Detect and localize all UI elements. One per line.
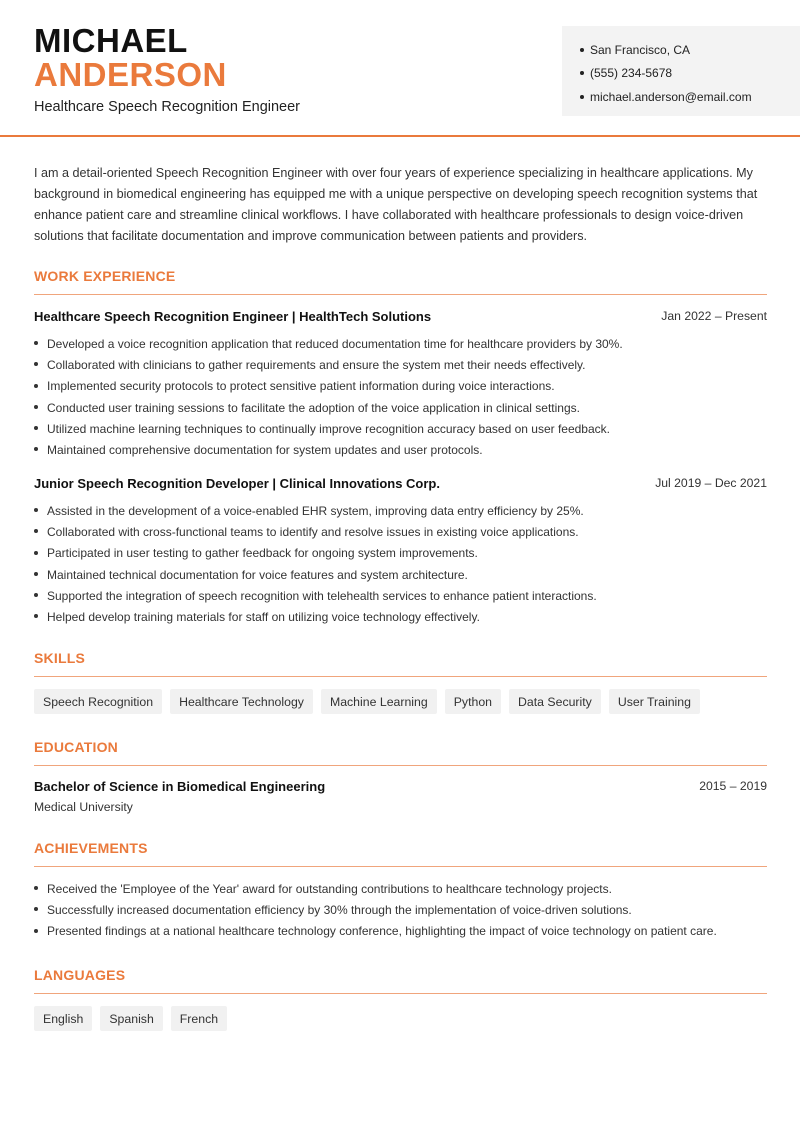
list-item: Presented findings at a national healthcare technology conference, highlighting the impact of voice technology on patient care. [47,921,767,942]
section-divider [34,993,767,994]
section-divider [34,676,767,677]
last-name: ANDERSON [34,56,227,93]
list-item: Developed a voice recognition application that reduced documentation time for healthcare providers by 30%. [47,333,767,354]
skill-tag: Machine Learning [321,689,437,714]
list-item: Conducted user training sessions to facilitate the adoption of the voice application in clinical settings. [47,397,767,418]
job-dates: Jan 2022 – Present [661,309,767,323]
section-title-achievements: ACHIEVEMENTS [34,840,148,856]
phone-text: (555) 234-5678 [590,66,673,81]
contact-email [580,85,800,109]
list-item: Maintained comprehensive documentation for system updates and user protocols. [47,439,767,460]
language-tag: Spanish [100,1006,162,1031]
list-item: Helped develop training materials for staff on utilizing voice technology effectively. [47,606,767,627]
email-text: michael.anderson@email.com [590,89,752,104]
list-item: Maintained technical documentation for voice features and system architecture. [47,564,767,585]
list-item: Collaborated with cross-functional teams to identify and resolve issues in existing voice applications. [47,521,767,542]
languages-list [34,1006,227,1031]
job-bullets [47,500,767,628]
summary: I am a detail-oriented Speech Recognition Engineer with over four years of experience specializing in healthcare applications. My background in biomedical engineering has equipped me with a unique perspective on developing speech recognition systems that enhance patient care and streamline clinical workflows. I have collaborated with healthcare professionals to design voice-driven solutions that facilitate documentation and improve communication between patients and providers. [34,166,758,243]
skill-tag: Speech Recognition [34,689,162,714]
job-header [34,309,767,324]
list-item: Participated in user testing to gather feedback for ongoing system improvements. [47,543,767,564]
job-bullets [47,333,767,461]
job-role: Healthcare Speech Recognition Engineer | HealthTech Solutions [34,309,432,324]
job-header [34,476,767,491]
skill-tag: User Training [609,689,700,714]
bullet-icon [580,95,584,99]
section-title-skills: SKILLS [34,650,85,666]
list-item: Supported the integration of speech recognition with telehealth services to enhance patient interactions. [47,585,767,606]
list-item: Collaborated with clinicians to gather requirements and ensure the system met their needs effectively. [47,354,767,375]
job-dates: Jul 2019 – Dec 2021 [655,476,767,490]
first-name: MICHAEL [34,22,188,59]
bullet-icon [580,48,584,52]
section-title-languages: LANGUAGES [34,967,126,983]
list-item: Assisted in the development of a voice-enabled EHR system, improving data entry efficiency by 25%. [47,500,767,521]
contact-box [562,26,800,116]
section-title-education: EDUCATION [34,739,118,755]
list-item: Successfully increased documentation efficiency by 30% through the implementation of voice-driven solutions. [47,899,767,920]
education-degree: Bachelor of Science in Biomedical Engineering [34,779,326,794]
section-title-work: WORK EXPERIENCE [34,268,176,284]
language-tag: English [34,1006,92,1031]
list-item: Implemented security protocols to protect sensitive patient information during voice interactions. [47,376,767,397]
list-item: Received the 'Employee of the Year' award for outstanding contributions to healthcare technology projects. [47,878,767,899]
contact-location [580,38,800,62]
education-dates: 2015 – 2019 [699,779,767,793]
skill-tag: Healthcare Technology [170,689,313,714]
section-divider [34,294,767,295]
skill-tag: Data Security [509,689,601,714]
education-school: Medical University [34,800,133,814]
section-divider [34,765,767,766]
contact-phone [580,62,800,86]
list-item: Utilized machine learning techniques to continually improve recognition accuracy based on user feedback. [47,418,767,439]
job-title: Healthcare Speech Recognition Engineer [34,99,301,115]
resume-header [0,0,800,137]
language-tag: French [171,1006,227,1031]
bullet-icon [580,71,584,75]
job-role: Junior Speech Recognition Developer | Clinical Innovations Corp. [34,476,440,491]
section-divider [34,866,767,867]
achievements-list [47,878,767,942]
skill-tag: Python [445,689,501,714]
skills-list [34,689,700,714]
location-text: San Francisco, CA [590,42,691,57]
